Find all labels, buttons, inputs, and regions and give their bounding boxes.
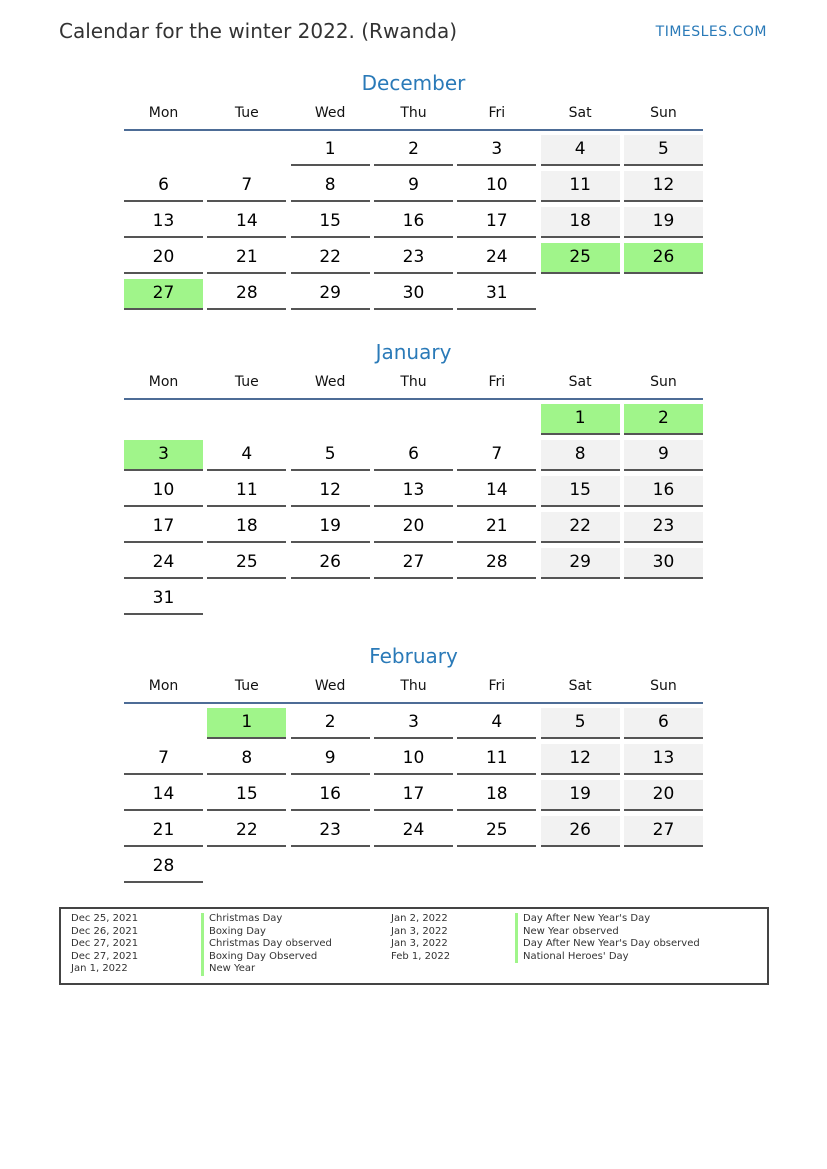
day-cell: 22	[291, 243, 370, 274]
day-cell: 25	[541, 243, 620, 274]
day-cell: 7	[207, 171, 286, 202]
day-cell: 29	[541, 548, 620, 579]
day-cell: 18	[541, 207, 620, 238]
day-cell: 30	[624, 548, 703, 579]
day-cell: 11	[541, 171, 620, 202]
month-december	[124, 68, 703, 310]
weekday-label: Fri	[488, 374, 506, 390]
legend-date: Jan 1, 2022	[71, 963, 128, 975]
day-cell: 14	[457, 476, 536, 507]
day-cell: 25	[457, 816, 536, 847]
day-cell: 30	[374, 279, 453, 310]
legend-names-left	[201, 913, 332, 976]
day-cell: 15	[541, 476, 620, 507]
empty-day-cell	[541, 584, 620, 613]
weekday-label: Mon	[148, 105, 179, 121]
legend-dates-right	[391, 913, 450, 963]
weekday-label: Thu	[400, 678, 427, 694]
day-cell: 4	[207, 440, 286, 471]
weekday-label: Tue	[234, 374, 259, 390]
empty-day-cell	[624, 584, 703, 613]
day-cell: 26	[624, 243, 703, 274]
day-cell: 31	[457, 279, 536, 310]
day-cell: 1	[291, 135, 370, 166]
legend-holiday-name: Christmas Day observed	[201, 938, 332, 951]
day-cell: 24	[124, 548, 203, 579]
weekday-label: Sat	[568, 374, 592, 390]
empty-day-cell	[207, 584, 286, 613]
empty-day-cell	[541, 852, 620, 881]
day-cell: 7	[124, 744, 203, 775]
empty-day-cell	[541, 279, 620, 308]
day-cell: 16	[624, 476, 703, 507]
weekday-label: Sat	[568, 678, 592, 694]
month-name: February	[369, 644, 458, 668]
day-grid	[124, 135, 703, 310]
weekday-label: Thu	[400, 374, 427, 390]
day-cell: 18	[207, 512, 286, 543]
day-cell: 17	[124, 512, 203, 543]
day-cell: 5	[291, 440, 370, 471]
day-cell: 15	[207, 780, 286, 811]
legend-holiday-name: Boxing Day	[201, 926, 332, 939]
legend-date: Feb 1, 2022	[391, 950, 451, 962]
legend-names-right	[515, 913, 700, 963]
empty-day-cell	[457, 404, 536, 433]
day-cell: 21	[457, 512, 536, 543]
weekday-label: Fri	[488, 678, 506, 694]
legend-holiday-name: Christmas Day	[201, 913, 332, 926]
day-cell: 4	[541, 135, 620, 166]
weekday-label: Fri	[488, 105, 506, 121]
empty-day-cell	[124, 708, 203, 737]
empty-day-cell	[374, 404, 453, 433]
empty-day-cell	[207, 135, 286, 164]
legend-date: Dec 26, 2021	[71, 925, 139, 937]
day-cell: 10	[457, 171, 536, 202]
legend-holiday-name: National Heroes' Day	[515, 951, 700, 964]
day-cell: 19	[291, 512, 370, 543]
day-cell: 18	[457, 780, 536, 811]
legend-dates-left	[71, 913, 138, 976]
weekday-label: Wed	[314, 374, 346, 390]
day-cell: 8	[291, 171, 370, 202]
day-cell: 3	[124, 440, 203, 471]
day-cell: 9	[624, 440, 703, 471]
day-grid	[124, 404, 703, 615]
day-cell: 19	[541, 780, 620, 811]
day-cell: 28	[457, 548, 536, 579]
month-name: January	[375, 340, 452, 364]
day-cell: 22	[207, 816, 286, 847]
legend-holiday-name: Day After New Year's Day	[515, 913, 700, 926]
day-cell: 23	[374, 243, 453, 274]
day-cell: 14	[124, 780, 203, 811]
legend-date: Jan 3, 2022	[391, 938, 448, 950]
day-cell: 27	[124, 279, 203, 310]
weekday-label: Sun	[650, 678, 677, 694]
day-cell: 13	[624, 744, 703, 775]
weekday-label: Sun	[650, 105, 677, 121]
day-cell: 27	[374, 548, 453, 579]
weekday-label: Tue	[234, 678, 259, 694]
day-cell: 6	[624, 708, 703, 739]
day-cell: 11	[457, 744, 536, 775]
day-cell: 10	[124, 476, 203, 507]
day-cell: 23	[291, 816, 370, 847]
month-january	[124, 337, 703, 615]
day-grid	[124, 708, 703, 883]
header-divider	[124, 702, 703, 704]
weekday-label: Sun	[650, 374, 677, 390]
weekday-header-row	[124, 101, 703, 129]
day-cell: 2	[624, 404, 703, 435]
day-cell: 1	[541, 404, 620, 435]
empty-day-cell	[124, 404, 203, 433]
day-cell: 26	[541, 816, 620, 847]
empty-day-cell	[291, 404, 370, 433]
day-cell: 28	[207, 279, 286, 310]
empty-day-cell	[207, 404, 286, 433]
day-cell: 21	[207, 243, 286, 274]
holiday-legend	[59, 907, 769, 985]
brand-link[interactable]: TIMESLES.COM	[655, 24, 767, 40]
day-cell: 14	[207, 207, 286, 238]
day-cell: 15	[291, 207, 370, 238]
empty-day-cell	[124, 135, 203, 164]
weekday-label: Wed	[314, 678, 346, 694]
weekday-header-row	[124, 370, 703, 398]
empty-day-cell	[624, 852, 703, 881]
empty-day-cell	[457, 584, 536, 613]
day-cell: 12	[541, 744, 620, 775]
day-cell: 24	[457, 243, 536, 274]
day-cell: 3	[374, 708, 453, 739]
legend-date: Dec 27, 2021	[71, 950, 139, 962]
day-cell: 25	[207, 548, 286, 579]
legend-date: Dec 27, 2021	[71, 938, 139, 950]
legend-date: Jan 2, 2022	[391, 913, 448, 924]
empty-day-cell	[207, 852, 286, 881]
header-divider	[124, 398, 703, 400]
day-cell: 10	[374, 744, 453, 775]
day-cell: 9	[374, 171, 453, 202]
empty-day-cell	[291, 852, 370, 881]
day-cell: 17	[457, 207, 536, 238]
day-cell: 6	[124, 171, 203, 202]
month-february	[124, 641, 703, 883]
weekday-label: Mon	[148, 374, 179, 390]
day-cell: 20	[124, 243, 203, 274]
empty-day-cell	[374, 852, 453, 881]
day-cell: 1	[207, 708, 286, 739]
day-cell: 16	[374, 207, 453, 238]
day-cell: 2	[374, 135, 453, 166]
day-cell: 22	[541, 512, 620, 543]
day-cell: 9	[291, 744, 370, 775]
weekday-label: Tue	[234, 105, 259, 121]
day-cell: 23	[624, 512, 703, 543]
day-cell: 8	[207, 744, 286, 775]
empty-day-cell	[374, 584, 453, 613]
day-cell: 6	[374, 440, 453, 471]
day-cell: 29	[291, 279, 370, 310]
legend-holiday-name: Day After New Year's Day observed	[515, 938, 700, 951]
weekday-label: Thu	[400, 105, 427, 121]
day-cell: 8	[541, 440, 620, 471]
day-cell: 5	[541, 708, 620, 739]
day-cell: 31	[124, 584, 203, 615]
day-cell: 26	[291, 548, 370, 579]
day-cell: 21	[124, 816, 203, 847]
empty-day-cell	[291, 584, 370, 613]
day-cell: 2	[291, 708, 370, 739]
day-cell: 24	[374, 816, 453, 847]
legend-holiday-name: New Year	[201, 963, 332, 976]
day-cell: 5	[624, 135, 703, 166]
day-cell: 13	[124, 207, 203, 238]
header-divider	[124, 129, 703, 131]
page-title: Calendar for the winter 2022. (Rwanda)	[59, 19, 457, 43]
day-cell: 16	[291, 780, 370, 811]
legend-date: Jan 3, 2022	[391, 925, 448, 937]
day-cell: 20	[624, 780, 703, 811]
weekday-header-row	[124, 674, 703, 702]
day-cell: 11	[207, 476, 286, 507]
day-cell: 28	[124, 852, 203, 883]
legend-holiday-name: Boxing Day Observed	[201, 951, 332, 964]
empty-day-cell	[624, 279, 703, 308]
day-cell: 17	[374, 780, 453, 811]
day-cell: 19	[624, 207, 703, 238]
day-cell: 7	[457, 440, 536, 471]
legend-date: Dec 25, 2021	[71, 913, 139, 924]
day-cell: 12	[624, 171, 703, 202]
weekday-label: Mon	[148, 678, 179, 694]
day-cell: 12	[291, 476, 370, 507]
legend-holiday-name: New Year observed	[515, 926, 700, 939]
day-cell: 20	[374, 512, 453, 543]
day-cell: 13	[374, 476, 453, 507]
day-cell: 27	[624, 816, 703, 847]
day-cell: 3	[457, 135, 536, 166]
weekday-label: Wed	[314, 105, 346, 121]
weekday-label: Sat	[568, 105, 592, 121]
day-cell: 4	[457, 708, 536, 739]
month-name: December	[361, 71, 466, 95]
empty-day-cell	[457, 852, 536, 881]
